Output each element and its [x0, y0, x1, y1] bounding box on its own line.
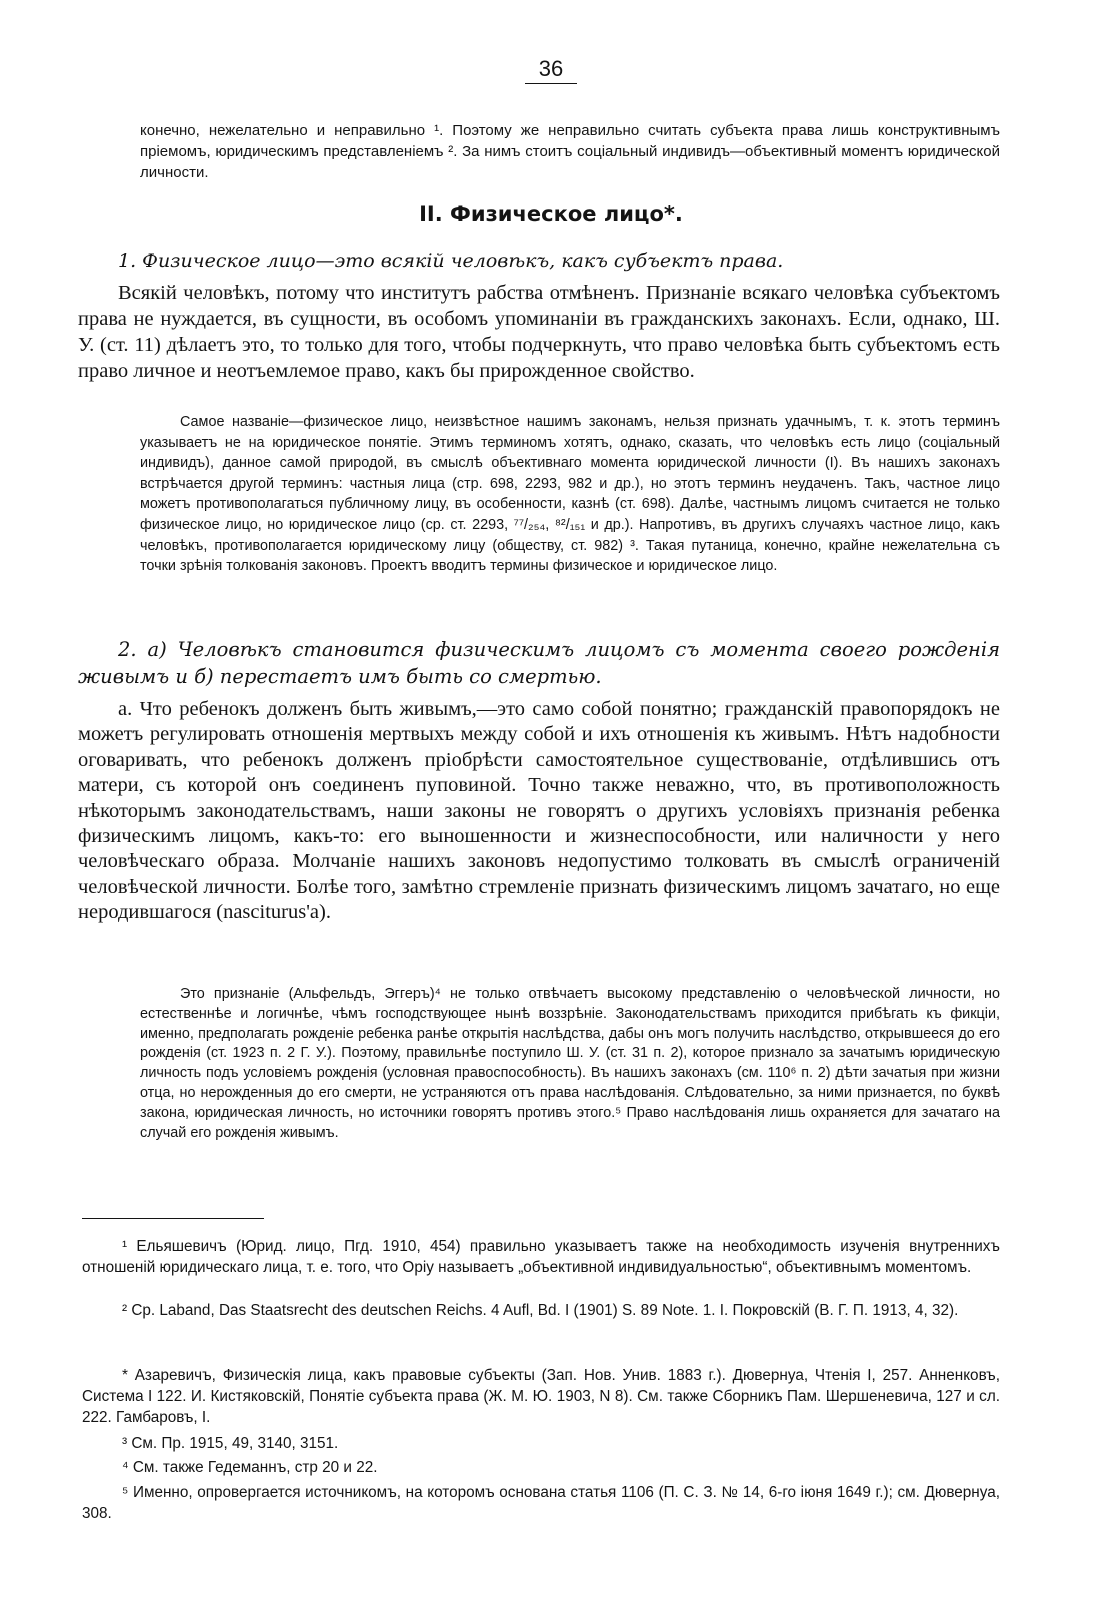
body-paragraph-2: а. Что ребенокъ долженъ быть живымъ,—это само собой понятно; гражданскій правопорядокъ не можетъ регулировать отношенія мертвыхъ между собой и ихъ отношенія къ живымъ. Нѣтъ надобности оговаривать, что ребенокъ долженъ пріобрѣсти самостоятельное существованіе, отдѣлившись отъ матери, съ которой онъ соединенъ пуповиной. Точно также неважно, что, въ противоположность нѣкоторымъ законодательствамъ, наши законы не говорятъ о другихъ условіяхъ признанія ребенка физическимъ лицомъ, какъ-то: его выношенности и жизнеспособности, или наличности у него человѣческаго образа. Молчаніе нашихъ законовъ недопустимо толковать въ смыслѣ ограниченій человѣческой личности. Болѣе того, замѣтно стремленіе признать физическимъ лицомъ зачатаго, но еще неродившагося (nasciturus'а).: [78, 698, 1000, 924]
body-paragraph-1: Всякій человѣкъ, потому что институтъ рабства отмѣненъ. Признаніе всякаго человѣка субъектомъ права не нуждается, въ сущности, въ особомъ упоминаніи въ гражданскихъ законахъ. Если, однако, Ш. У. (ст. 11) дѣлаетъ это, то только для того, чтобы подчеркнуть, что право человѣка быть субъектомъ есть право личное и неотъемлемое право, какъ бы прирожденное свойство.: [78, 282, 1000, 382]
small-print-paragraph-2: Это признаніе (Альфельдъ, Эггеръ)⁴ не только отвѣчаетъ высокому представленію о человѣческой личности, но естественнѣе и логичнѣе, чѣмъ господствующее нынѣ воззрѣніе. Законодательствамъ приходится прибѣгать къ фикціи, именно, предполагать рожденіе ребенка ранѣе открытія наслѣдства, дабы онъ могъ получить наслѣдство, открывшееся до его рожденія (ст. 1923 п. 2 Г. У.). Поэтому, правильнѣе поступило Ш. У. (ст. 31 п. 2), которое признало за зачатымъ юридическую личность подъ условіемъ рожденія (условная правоспособность). Въ нашихъ законахъ (см. 110⁶ п. 2) дѣти зачатыя при жизни отца, но нерожденныя до его смерти, не устраняются отъ права наслѣдованія. Слѣдовательно, за ними признается, по буквѣ закона, юридическая личность, но источники говорятъ противъ этого.⁵ Право наслѣдованія лишь охраняется для зачатаго на случай его рожденія живымъ.: [140, 986, 1000, 1141]
intro-paragraph: конечно, нежелательно и неправильно ¹. Поэтому же неправильно считать субъекта права лишь конструктивнымъ пріемомъ, юридическимъ представленіемъ ². За нимъ стоитъ соціальный индивидъ—объективный моментъ юридической личности.: [140, 122, 1000, 181]
page-number: 36: [0, 56, 1102, 82]
thesis-2: 2. а) Человѣкъ становится физическимъ лицомъ съ момента своего рожденія живымъ и б) перестаетъ имъ быть со смертью.: [78, 638, 1000, 688]
section-heading: II. Физическое лицо*.: [419, 202, 683, 226]
footnote-4: ⁴ См. также Гедеманнъ, стр 20 и 22.: [122, 1459, 378, 1476]
small-print-paragraph-1: Самое названіе—физическое лицо, неизвѣстное нашимъ законамъ, нельзя признать удачнымъ, т. к. этотъ терминъ указываетъ не на юридическое понятіе. Этимъ терминомъ хотятъ, однако, сказать, что человѣкъ есть лицо (соціальный индивидъ), данное самой природой, въ смыслѣ объективнаго момента юридической личности (I). Въ нашихъ законахъ встрѣчается другой терминъ: частныя лица (стр. 698, 2293, 982 и др.), но этотъ терминъ неудаченъ. Такъ, частное лицо можетъ противополагаться публичному лицу, въ особенности, казнѣ (ст. 698). Далѣе, частнымъ лицомъ считается не только физическое лицо, но юридическое лицо (ср. ст. 2293, ⁷⁷/₂₅₄, ⁸²/₁₅₁ и др.). Напротивъ, въ другихъ случаяхъ частное лицо, какъ человѣкъ, противополагается юридическому лицу (обществу, ст. 982) ³. Такая путаница, конечно, крайне нежелательна съ точки зрѣнія толкованія законовъ. Проектъ вводитъ термины физическое и юридическое лицо.: [140, 414, 1000, 575]
thesis-1: 1. Физическое лицо—это всякій человѣкъ, какъ субъектъ права.: [118, 250, 784, 272]
footnote-5: ⁵ Именно, опровергается источникомъ, на которомъ основана статья 1106 (П. С. З. № 14, 6-го іюня 1649 г.); см. Дювернуа, 308.: [82, 1484, 1000, 1522]
footnote-1: ¹ Ельяшевичъ (Юрид. лицо, Пгд. 1910, 454) правильно указываетъ также на необходимость изученія внутреннихъ отношеній юридическаго лица, т. е. того, что Opiу называетъ „объективной индивидуальностью“, объективнымъ моментомъ.: [82, 1238, 1000, 1276]
footnote-3: ³ См. Пр. 1915, 49, 3140, 3151.: [122, 1435, 339, 1452]
footnote-star: * Азаревичъ, Физическія лица, какъ правовые субъекты (Зап. Нов. Унив. 1883 г.). Дювернуа, Чтенія I, 257. Анненковъ, Система I 122. И. Кистяковскій, Понятіе субъекта права (Ж. М. Ю. 1903, N 8). См. также Сборникъ Пам. Шершеневича, 127 и сл. 222. Гамбаровъ, I.: [82, 1367, 1000, 1426]
footnote-2: ² Ср. Laband, Das Staatsrecht des deutschen Reichs. 4 Aufl, Bd. I (1901) S. 89 Note. 1. I. Покровскій (В. Г. П. 1913, 4, 32).: [122, 1302, 959, 1319]
footnote-separator: [82, 1218, 264, 1219]
